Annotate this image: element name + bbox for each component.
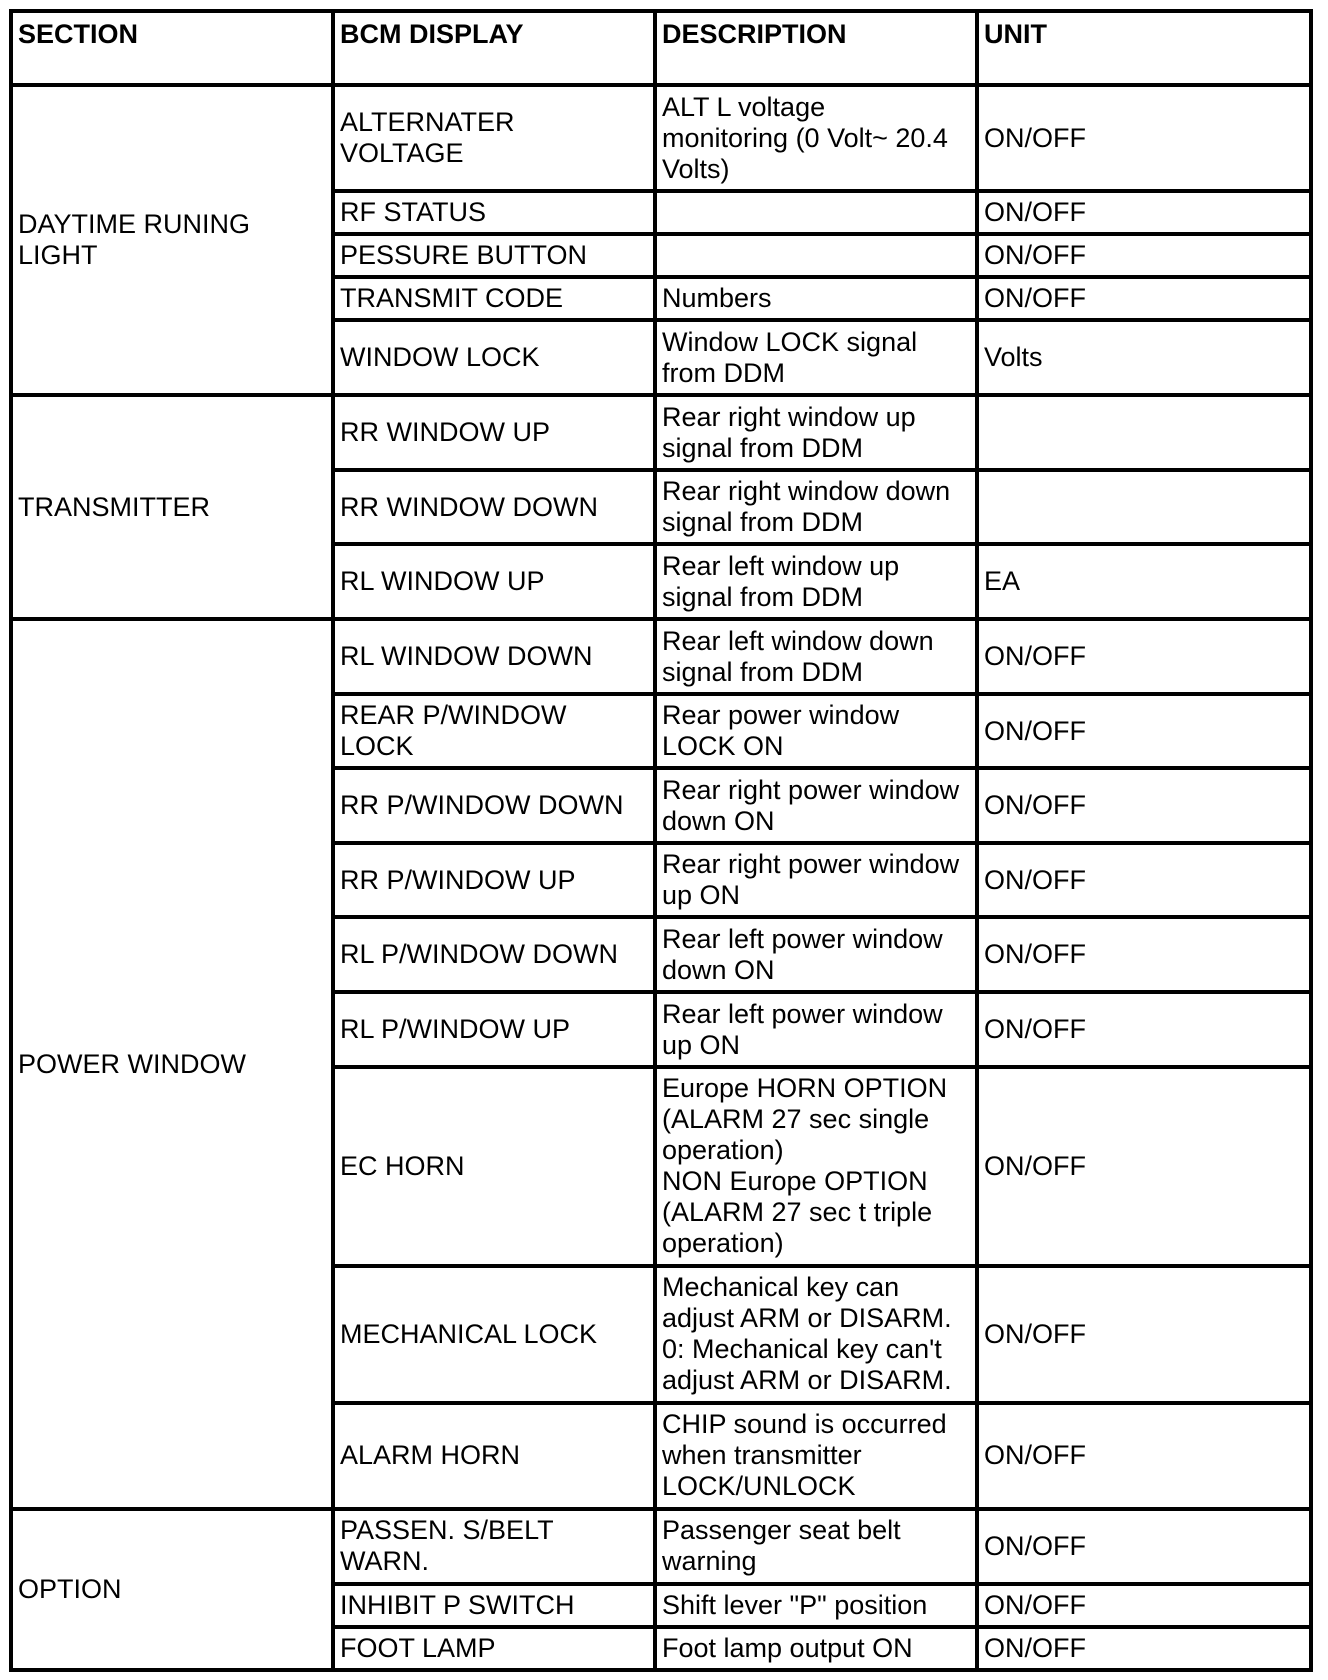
header-section: SECTION <box>11 11 333 85</box>
bcm-display-cell: RR P/WINDOW UP <box>333 843 655 917</box>
unit-cell: ON/OFF <box>977 619 1311 694</box>
description-cell: Passenger seat belt warning <box>655 1509 977 1584</box>
table-row <box>11 395 1311 470</box>
description-cell: Rear left power window down ON <box>655 917 977 992</box>
unit-cell: ON/OFF <box>977 1266 1311 1403</box>
header-unit: UNIT <box>977 11 1311 85</box>
bcm-display-cell: RR WINDOW DOWN <box>333 470 655 544</box>
description-cell: Shift lever "P" position <box>655 1584 977 1627</box>
table-row <box>11 85 1311 191</box>
bcm-display-cell: RL P/WINDOW DOWN <box>333 917 655 992</box>
unit-cell <box>977 395 1311 470</box>
bcm-display-cell: RL WINDOW UP <box>333 544 655 619</box>
description-cell: Rear right power window down ON <box>655 768 977 843</box>
description-cell: Window LOCK signal from DDM <box>655 320 977 395</box>
bcm-display-cell: ALTERNATER VOLTAGE <box>333 85 655 191</box>
bcm-display-cell: FOOT LAMP <box>333 1627 655 1670</box>
bcm-display-cell: PESSURE BUTTON <box>333 234 655 277</box>
description-cell: Mechanical key can adjust ARM or DISARM. 0: Mechanical key can't adjust ARM or DISARM. <box>655 1266 977 1403</box>
description-cell: Rear power window LOCK ON <box>655 694 977 768</box>
unit-cell: EA <box>977 544 1311 619</box>
unit-cell: ON/OFF <box>977 694 1311 768</box>
bcm-display-cell: RF STATUS <box>333 191 655 234</box>
description-cell: Rear right window down signal from DDM <box>655 470 977 544</box>
bcm-display-cell: ALARM HORN <box>333 1403 655 1509</box>
unit-cell: ON/OFF <box>977 1584 1311 1627</box>
description-cell <box>655 191 977 234</box>
header-description: DESCRIPTION <box>655 11 977 85</box>
unit-cell: ON/OFF <box>977 992 1311 1066</box>
description-cell: Rear left power window up ON <box>655 992 977 1066</box>
description-cell: Europe HORN OPTION (ALARM 27 sec single operation) NON Europe OPTION (ALARM 27 sec t triple operation) <box>655 1067 977 1266</box>
unit-cell: ON/OFF <box>977 85 1311 191</box>
description-cell: Rear left window down signal from DDM <box>655 619 977 694</box>
bcm-display-cell: INHIBIT P SWITCH <box>333 1584 655 1627</box>
section-cell: TRANSMITTER <box>11 395 333 619</box>
unit-cell: Volts <box>977 320 1311 395</box>
section-cell: OPTION <box>11 1509 333 1670</box>
bcm-display-table <box>9 9 1313 1672</box>
description-cell <box>655 234 977 277</box>
bcm-display-cell: WINDOW LOCK <box>333 320 655 395</box>
unit-cell: ON/OFF <box>977 768 1311 843</box>
unit-cell: ON/OFF <box>977 234 1311 277</box>
description-cell: ALT L voltage monitoring (0 Volt~ 20.4 Volts) <box>655 85 977 191</box>
bcm-display-cell: TRANSMIT CODE <box>333 277 655 320</box>
bcm-display-cell: REAR P/WINDOW LOCK <box>333 694 655 768</box>
header-row <box>11 11 1311 85</box>
unit-cell <box>977 470 1311 544</box>
table-row <box>11 1509 1311 1584</box>
unit-cell: ON/OFF <box>977 191 1311 234</box>
unit-cell: ON/OFF <box>977 1067 1311 1266</box>
description-cell: Foot lamp output ON <box>655 1627 977 1670</box>
description-cell: Rear left window up signal from DDM <box>655 544 977 619</box>
bcm-display-cell: RR WINDOW UP <box>333 395 655 470</box>
bcm-display-cell: RL WINDOW DOWN <box>333 619 655 694</box>
bcm-display-cell: PASSEN. S/BELT WARN. <box>333 1509 655 1584</box>
unit-cell: ON/OFF <box>977 843 1311 917</box>
unit-cell: ON/OFF <box>977 917 1311 992</box>
bcm-display-cell: EC HORN <box>333 1067 655 1266</box>
section-cell: POWER WINDOW <box>11 619 333 1509</box>
description-cell: Rear right power window up ON <box>655 843 977 917</box>
description-cell: CHIP sound is occurred when transmitter LOCK/UNLOCK <box>655 1403 977 1509</box>
bcm-display-cell: RL P/WINDOW UP <box>333 992 655 1066</box>
section-cell: DAYTIME RUNING LIGHT <box>11 85 333 395</box>
unit-cell: ON/OFF <box>977 1509 1311 1584</box>
unit-cell: ON/OFF <box>977 1403 1311 1509</box>
bcm-display-cell: MECHANICAL LOCK <box>333 1266 655 1403</box>
table-row <box>11 619 1311 694</box>
unit-cell: ON/OFF <box>977 1627 1311 1670</box>
bcm-display-cell: RR P/WINDOW DOWN <box>333 768 655 843</box>
description-cell: Rear right window up signal from DDM <box>655 395 977 470</box>
unit-cell: ON/OFF <box>977 277 1311 320</box>
description-cell: Numbers <box>655 277 977 320</box>
table-body <box>11 85 1311 1670</box>
header-bcm-display: BCM DISPLAY <box>333 11 655 85</box>
